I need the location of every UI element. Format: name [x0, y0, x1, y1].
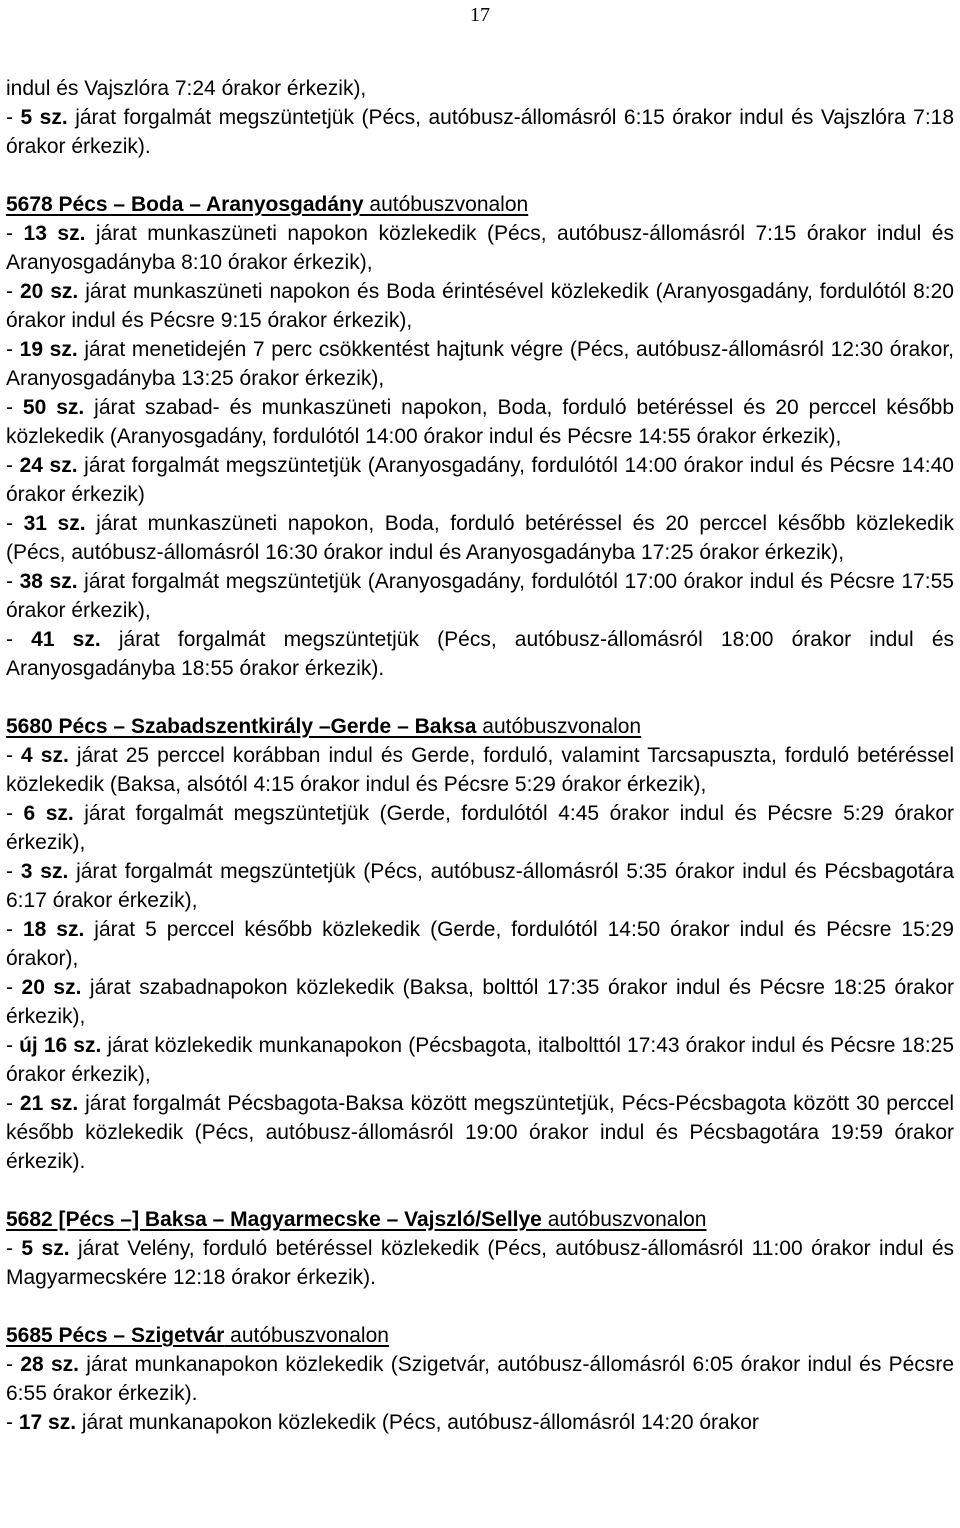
route-number: 3 sz.	[20, 860, 69, 883]
route-number: 31 sz.	[23, 512, 86, 535]
item-text: járat forgalmát megszüntetjük (Pécs, autóbusz-állomásról 18:00 órakor indul és Aranyosgadányba 18:55 órakor érkezik).	[6, 628, 954, 680]
route-suffix: autóbuszvonalon	[476, 715, 642, 738]
route-number: 5 sz.	[21, 1237, 70, 1260]
item-text: járat 5 perccel később közlekedik (Gerde, fordulótól 14:50 órakor indul és Pécsre 15:29 órakor),	[6, 918, 954, 970]
route-number: 6 sz.	[23, 802, 74, 825]
section-heading	[6, 190, 954, 219]
item-text: járat forgalmát megszüntetjük (Aranyosgadány, fordulótól 17:00 órakor indul és Pécsre 17:55 órakor érkezik),	[6, 570, 954, 622]
route-number: 20 sz.	[21, 976, 82, 999]
route-number: 24 sz.	[19, 454, 78, 477]
item-text: járat munkaszüneti napokon, Boda, forduló betéréssel és 20 perccel később közlekedik (Pécs, autóbusz-állomásról 16:30 órakor indul és Aranyosgadányba 17:25 órakor érkezik),	[6, 512, 954, 564]
list-item: - 20 sz. járat munkaszüneti napokon és Boda érintésével közlekedik (Aranyosgadány, fordulótól 8:20 órakor indul és Pécsre 9:15 órakor érkezik),	[6, 280, 954, 332]
page-number: 17	[470, 4, 490, 26]
route-number: 4 sz.	[21, 744, 69, 767]
route-number: 50 sz.	[22, 396, 85, 419]
list-item: - 50 sz. járat szabad- és munkaszüneti napokon, Boda, forduló betéréssel és 20 perccel később közlekedik (Aranyosgadány, fordulótól 14:00 órakor indul és Pécsre 14:55 órakor érkezik),	[6, 396, 954, 448]
route-suffix: autóbuszvonalon	[224, 1324, 389, 1347]
list-item: - 5 sz. járat Velény, forduló betéréssel közlekedik (Pécs, autóbusz-állomásról 11:00 órakor indul és Magyarmecskére 12:18 órakor érkezik).	[6, 1237, 955, 1289]
item-text: járat forgalmát megszüntetjük (Gerde, fordulótól 4:45 órakor indul és Pécsre 5:29 órakor érkezik),	[6, 802, 955, 854]
list-item: - 21 sz. járat forgalmát Pécsbagota-Baksa között megszüntetjük, Pécs-Pécsbagota között 30 perccel később közlekedik (Pécs, autóbusz-állomásról 19:00 órakor indul és Pécsbagotára 19:59 órakor érkezik).	[6, 1092, 954, 1173]
item-text: járat szabad- és munkaszüneti napokon, Boda, forduló betéréssel és 20 perccel később közlekedik (Aranyosgadány, fordulótól 14:00 órakor indul és Pécsre 14:55 órakor érkezik),	[6, 396, 954, 448]
route-number: 13 sz.	[23, 222, 86, 245]
sections	[6, 161, 954, 1437]
list-item: - 6 sz. járat forgalmát megszüntetjük (Gerde, fordulótól 4:45 órakor indul és Pécsre 5:29 órakor érkezik),	[6, 802, 955, 854]
item-text: járat menetidején 7 perc csökkentést hajtunk végre (Pécs, autóbusz-állomásról 12:30 órakor, Aranyosgadányba 13:25 órakor érkezik),	[6, 338, 955, 390]
route-number: 18 sz.	[22, 918, 85, 941]
section-heading	[6, 1321, 954, 1350]
item-text: járat forgalmát megszüntetjük (Pécs, autóbusz-állomásról 6:15 órakor indul és Vajszlóra 7:18 órakor érkezik).	[6, 106, 955, 158]
item-text: járat forgalmát megszüntetjük (Aranyosgadány, fordulótól 14:00 órakor indul és Pécsre 14:40 órakor érkezik)	[6, 454, 954, 506]
paragraph: indul és Vajszlóra 7:24 órakor érkezik),	[6, 77, 367, 100]
route-number: 5 sz.	[20, 106, 68, 129]
item-text: járat munkaszüneti napokon és Boda érintésével közlekedik (Aranyosgadány, fordulótól 8:20 órakor indul és Pécsre 9:15 órakor érkezik),	[6, 280, 954, 332]
section-heading	[6, 1205, 954, 1234]
document-body	[6, 74, 954, 1437]
route-number: 19 sz.	[19, 338, 78, 361]
section-heading	[6, 712, 954, 741]
item-text: járat Velény, forduló betéréssel közlekedik (Pécs, autóbusz-állomásról 11:00 órakor indul és Magyarmecskére 12:18 órakor érkezik).	[6, 1237, 955, 1289]
route-number: 38 sz.	[19, 570, 78, 593]
route-number: 17 sz.	[18, 1411, 77, 1434]
list-item: - 31 sz. járat munkaszüneti napokon, Boda, forduló betéréssel és 20 perccel később közlekedik (Pécs, autóbusz-állomásról 16:30 órakor indul és Aranyosgadányba 17:25 órakor érkezik),	[6, 512, 954, 564]
route-suffix: autóbuszvonalon	[541, 1208, 707, 1231]
list-item: - 17 sz. járat munkanapokon közlekedik (Pécs, autóbusz-állomásról 14:20 órakor	[6, 1411, 759, 1434]
route-number: 21 sz.	[19, 1092, 79, 1115]
list-item: - 3 sz. járat forgalmát megszüntetjük (Pécs, autóbusz-állomásról 5:35 órakor indul és Pécsbagotára 6:17 órakor érkezik),	[6, 860, 955, 912]
item-text: járat munkanapokon közlekedik (Szigetvár, autóbusz-állomásról 6:05 órakor indul és Pécsre 6:55 órakor érkezik).	[6, 1353, 954, 1405]
list-item: - 24 sz. járat forgalmát megszüntetjük (Aranyosgadány, fordulótól 14:00 órakor indul és Pécsre 14:40 órakor érkezik)	[6, 454, 954, 506]
list-item: - 41 sz. járat forgalmát megszüntetjük (Pécs, autóbusz-állomásról 18:00 órakor indul és Aranyosgadányba 18:55 órakor érkezik).	[6, 628, 954, 680]
list-item: - 13 sz. járat munkaszüneti napokon közlekedik (Pécs, autóbusz-állomásról 7:15 órakor indul és Aranyosgadányba 8:10 órakor érkezik),	[6, 222, 954, 274]
list-item: - 18 sz. járat 5 perccel később közlekedik (Gerde, fordulótól 14:50 órakor indul és Pécsre 15:29 órakor),	[6, 918, 954, 970]
item-text: járat 25 perccel korábban indul és Gerde, forduló, valamint Tarcsapuszta, forduló betéréssel közlekedik (Baksa, alsótól 4:15 órakor indul és Pécsre 5:29 órakor érkezik),	[6, 744, 954, 796]
route-title: 5678 Pécs – Boda – Aranyosgadány	[6, 193, 364, 216]
list-item: - új 16 sz. járat közlekedik munkanapokon (Pécsbagota, italbolttól 17:43 órakor indul és Pécsre 18:25 órakor érkezik),	[6, 1034, 955, 1086]
item-text: járat munkanapokon közlekedik (Pécs, autóbusz-állomásról 14:20 órakor	[76, 1411, 759, 1434]
item-text: járat munkaszüneti napokon közlekedik (Pécs, autóbusz-állomásról 7:15 órakor indul és Aranyosgadányba 8:10 órakor érkezik),	[6, 222, 954, 274]
route-title: 5682 [Pécs –] Baksa – Magyarmecske – Vajszló/Sellye	[6, 1208, 542, 1231]
route-number: 41 sz.	[31, 628, 101, 651]
list-item: - 5 sz. járat forgalmát megszüntetjük (Pécs, autóbusz-állomásról 6:15 órakor indul és Vajszlóra 7:18 órakor érkezik).	[6, 106, 955, 158]
list-item: - 4 sz. járat 25 perccel korábban indul és Gerde, forduló, valamint Tarcsapuszta, forduló betéréssel közlekedik (Baksa, alsótól 4:15 órakor indul és Pécsre 5:29 órakor érkezik),	[6, 744, 954, 796]
route-number: 28 sz.	[20, 1353, 79, 1376]
item-text: járat közlekedik munkanapokon (Pécsbagota, italbolttól 17:43 órakor indul és Pécsre 18:25 órakor érkezik),	[6, 1034, 955, 1086]
item-text: járat forgalmát megszüntetjük (Pécs, autóbusz-állomásról 5:35 órakor indul és Pécsbagotára 6:17 órakor érkezik),	[6, 860, 955, 912]
item-text: járat szabadnapokon közlekedik (Baksa, bolttól 17:35 órakor indul és Pécsre 18:25 órakor érkezik),	[6, 976, 955, 1028]
list-item: - 38 sz. járat forgalmát megszüntetjük (Aranyosgadány, fordulótól 17:00 órakor indul és Pécsre 17:55 órakor érkezik),	[6, 570, 954, 622]
route-number: 20 sz.	[19, 280, 79, 303]
route-title: 5680 Pécs – Szabadszentkirály –Gerde – Baksa	[6, 715, 477, 738]
list-item: - 19 sz. járat menetidején 7 perc csökkentést hajtunk végre (Pécs, autóbusz-állomásról 12:30 órakor, Aranyosgadányba 13:25 órakor érkezik),	[6, 338, 955, 390]
route-title: 5685 Pécs – Szigetvár	[6, 1324, 225, 1347]
list-item: - 28 sz. járat munkanapokon közlekedik (Szigetvár, autóbusz-állomásról 6:05 órakor indul és Pécsre 6:55 órakor érkezik).	[6, 1353, 954, 1405]
route-number: új 16 sz.	[19, 1034, 102, 1057]
list-item: - 20 sz. járat szabadnapokon közlekedik (Baksa, bolttól 17:35 órakor indul és Pécsre 18:25 órakor érkezik),	[6, 976, 955, 1028]
route-suffix: autóbuszvonalon	[363, 193, 529, 216]
item-text: járat forgalmát Pécsbagota-Baksa között megszüntetjük, Pécs-Pécsbagota között 30 perccel később közlekedik (Pécs, autóbusz-állomásról 19:00 órakor indul és Pécsbagotára 19:59 órakor érkezik).	[6, 1092, 954, 1173]
